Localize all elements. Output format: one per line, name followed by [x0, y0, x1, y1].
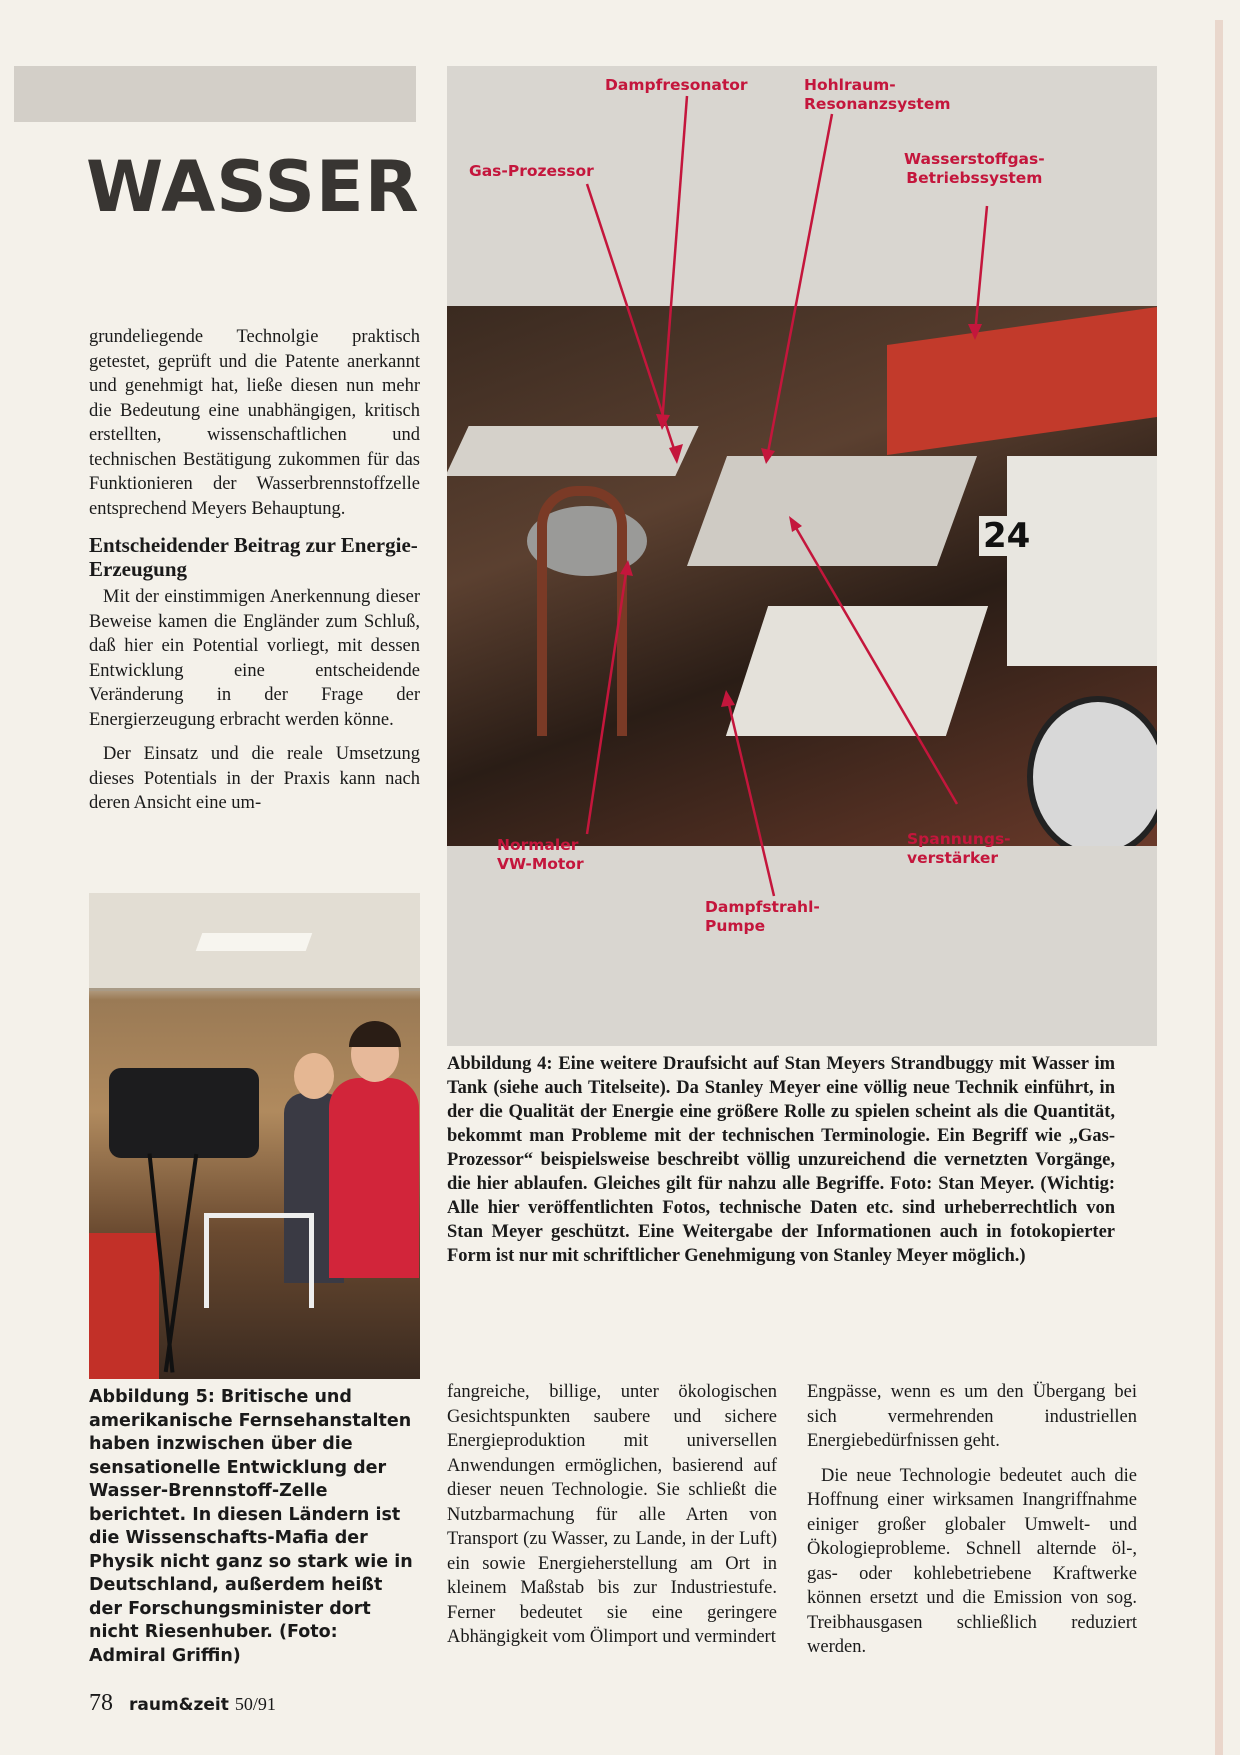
magazine-name: raum&zeit — [129, 1695, 229, 1715]
intro-paragraph: grundeliegende Technolgie praktisch getestet, geprüft und die Patente anerkannt und genehmigt hat, ließe diesen nun mehr die Bedeutung eine unabhängigen, kritisch erstellten, wissenschaftlichen und technischen Bestätigung zukommen für das Funktionieren der Wasserbrennstoffzelle entsprechend Meyers Behauptung. — [89, 327, 420, 519]
figure-4-photo — [447, 66, 1157, 1046]
line-wasserstoff — [975, 206, 987, 334]
line-dampfresonator — [662, 96, 687, 424]
middle-column — [447, 1380, 777, 1650]
paragraph-1: Mit der einstimmigen Anerkennung dieser Beweise kamen die Engländer zum Schluß, daß hier ein Potential vorliegt, mit dessen Entwicklung eine entscheidende Veränderung in der Frage der Energierzeugung erbracht werden könne. — [89, 587, 420, 730]
label-vw-motor: Normaler VW-Motor — [497, 836, 584, 873]
label-dampfstrahl: Dampfstrahl- Pumpe — [705, 898, 820, 935]
figure-4-caption: Abbildung 4: Eine weitere Draufsicht auf Stan Meyers Strandbuggy mit Wasser im Tank (siehe auch Titelseite). Da Stanley Meyer eine völlig neue Technik einführt, in der die Qualität der Energie eine größere Rolle zu spielen scheint als die Quantität, bekommt man Probleme mit der technischen Terminologie. Ein Begriff wie „Gas-Prozessor“ beispielsweise beschreibt völlig unzureichend die vernetzten Vorgänge, die hier ablaufen. Gleiches gilt für nahzu alle Begriffe. Foto: Stan Meyer. (Wichtig: Alle hier veröffentlichten Fotos, technische Daten etc. sind urheberrechtlich von Stan Meyer geschützt. Eine Weitergabe der Informationen auch in fotokopierter Form ist nur mit schriftlicher Genehmigung von Stanley Meyer möglich.) — [447, 1054, 1115, 1266]
line-dampfstrahl — [727, 696, 774, 896]
header-gray-bar — [14, 66, 416, 122]
label-gas-prozessor: Gas-Prozessor — [469, 162, 594, 180]
label-hohlraum: Hohlraum- Resonanzsystem — [804, 76, 951, 113]
right-paragraph-1: Engpässe, wenn es um den Übergang bei sich vermehrenden industriellen Energiebedürfnissen geht. — [807, 1382, 1137, 1451]
left-column — [89, 325, 420, 816]
line-vw-motor — [587, 566, 627, 834]
article-title: WASSER — [86, 146, 420, 228]
paragraph-2: Der Einsatz und die reale Umsetzung dieses Potentials in der Praxis kann nach deren Ansicht eine um- — [89, 744, 420, 813]
right-paragraph-2: Die neue Technologie bedeutet auch die Hoffnung einer wirksamen Inangriffnahme einiger großer globaler Umwelt- und Ökologieprobleme. Schnell alternde öl-, gas- oder kohlebetriebene Kraftwerke können ersetzt und die Emission von sog. Treibhausgasen schließlich reduziert werden. — [807, 1465, 1137, 1657]
figure-5-caption: Abbildung 5: Britische und amerikanische Fernsehanstalten haben inzwischen über die sensationelle Entwicklung der Wasser-Brennstoff-Zelle berichtet. In diesen Ländern ist die Wissenschafts-Mafia der Physik nicht ganz so stark wie in Deutschland, außerdem heißt der Forschungsminister dort nicht Riesenhuber. (Foto: Admiral Griffin) — [89, 1387, 413, 1666]
section-heading: Entscheidender Beitrag zur Energie-Erzeugung — [89, 533, 418, 581]
page-footer — [89, 1690, 489, 1717]
page-number: 78 — [89, 1690, 113, 1716]
middle-paragraph: fangreiche, billige, unter ökologischen Gesichtspunkten saubere und sichere Energieproduktion mit universellen Anwendungen ermöglichen, basierend auf dieser neuen Technologie. Sie schließt die Nutzbarmachung für alle Arten von Transport (zu Wasser, zu Lande, in der Luft) ein sowie Energieherstellung am Ort in kleinem Maßstab bis zur Industriestufe. Ferner bedeutet sie eine geringere Abhängigkeit vom Ölimport und vermindert — [447, 1382, 777, 1647]
line-spannung — [792, 521, 957, 804]
figure-5-photo — [89, 893, 420, 1379]
label-wasserstoff: Wasserstoffgas- Betriebssystem — [904, 150, 1045, 187]
issue-number: 50/91 — [234, 1694, 276, 1714]
line-hohlraum — [767, 114, 832, 458]
car-number: 24 — [979, 516, 1034, 556]
page-edge-strip — [1215, 20, 1223, 1755]
right-column — [807, 1380, 1137, 1660]
label-spannung: Spannungs- verstärker — [907, 830, 1011, 867]
label-dampfresonator: Dampfresonator — [605, 76, 748, 94]
